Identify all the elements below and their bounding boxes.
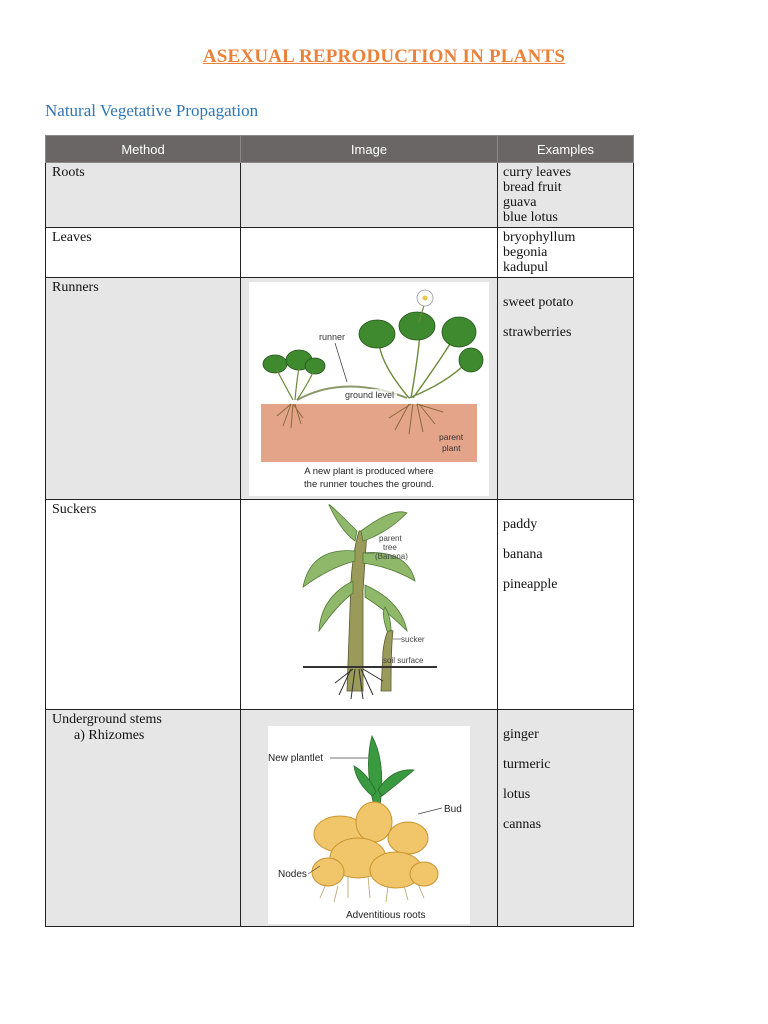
rhizome-illustration <box>268 726 470 924</box>
sucker-label: sucker <box>401 635 425 644</box>
example-item: turmeric <box>503 757 551 772</box>
method-roots: Roots <box>46 163 241 228</box>
table-row <box>46 710 634 927</box>
example-item: curry leaves <box>503 165 572 180</box>
image-cell-leaves <box>241 228 498 278</box>
method-leaves: Leaves <box>46 228 241 278</box>
parent-tree-label-2: tree <box>383 543 397 552</box>
image-cell-suckers <box>241 500 498 710</box>
example-item: pineapple <box>503 577 558 592</box>
image-cell-rhizomes <box>241 710 498 927</box>
sucker-illustration <box>297 501 441 707</box>
table-header-row <box>46 136 634 163</box>
nodes-label: Nodes <box>278 869 307 880</box>
header-method: Method <box>46 136 241 163</box>
method-runners: Runners <box>46 278 241 500</box>
runner-caption-line1: A new plant is produced where <box>304 466 434 477</box>
example-item: blue lotus <box>503 210 558 225</box>
example-item: cannas <box>503 817 542 832</box>
method-underground-label: Underground stems <box>52 712 162 727</box>
examples-leaves <box>498 228 634 278</box>
example-item: bryophyllum <box>503 230 576 245</box>
table-row <box>46 228 634 278</box>
example-item: guava <box>503 195 537 210</box>
runner-label: runner <box>319 332 346 342</box>
examples-runners <box>498 278 634 500</box>
parent-plant-label-2: plant <box>442 443 461 453</box>
table-row <box>46 163 634 228</box>
adventitious-roots-label: Adventitious roots <box>346 910 426 921</box>
parent-tree-label-3: (Banana) <box>375 552 408 561</box>
examples-rhizomes <box>498 710 634 927</box>
examples-suckers <box>498 500 634 710</box>
image-cell-runners <box>241 278 498 500</box>
header-examples: Examples <box>498 136 634 163</box>
bud-label: Bud <box>444 804 462 815</box>
table-row <box>46 278 634 500</box>
image-cell-roots <box>241 163 498 228</box>
header-image: Image <box>241 136 498 163</box>
ground-level-label: ground level <box>345 390 395 400</box>
example-item: begonia <box>503 245 548 260</box>
example-item: strawberries <box>503 325 572 340</box>
example-item: kadupul <box>503 260 549 275</box>
example-item: banana <box>503 547 543 562</box>
examples-roots <box>498 163 634 228</box>
parent-plant-label-1: parent <box>439 432 464 442</box>
table-row <box>46 500 634 710</box>
method-suckers: Suckers <box>46 500 241 710</box>
parent-tree-label-1: parent <box>379 534 402 543</box>
new-plantlet-label: New plantlet <box>268 753 324 764</box>
page-title: ASEXUAL REPRODUCTION IN PLANTS <box>202 46 566 67</box>
section-heading: Natural Vegetative Propagation <box>45 101 259 120</box>
example-item: paddy <box>503 517 538 532</box>
method-underground-stems <box>46 710 241 927</box>
example-item: ginger <box>503 727 539 742</box>
soil-surface-label: soil surface <box>383 656 424 665</box>
example-item: sweet potato <box>503 295 574 310</box>
runner-illustration <box>249 282 489 496</box>
method-rhizomes-label: a) Rhizomes <box>74 728 145 743</box>
example-item: bread fruit <box>503 180 562 195</box>
propagation-table <box>45 135 634 927</box>
runner-caption-line2: the runner touches the ground. <box>304 479 434 490</box>
example-item: lotus <box>503 787 531 802</box>
